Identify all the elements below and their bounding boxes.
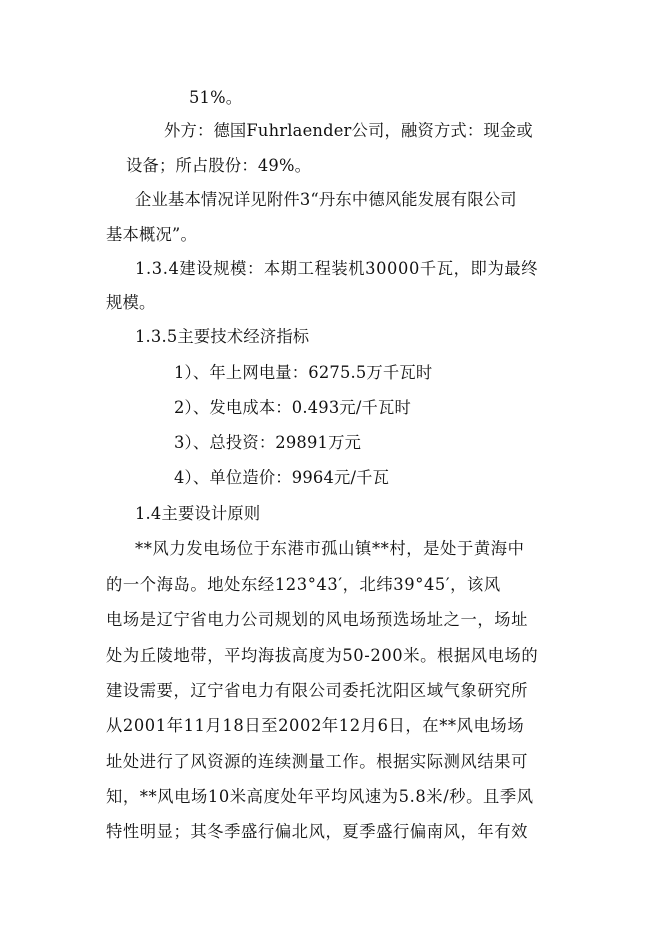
text-line-17: 处为丘陵地带，平均海拔高度为50-200米。根据风电场的 — [106, 646, 539, 665]
text-line-5: 基本概况”。 — [106, 225, 197, 244]
text-line-22: 特性明显；其冬季盛行偏北风，夏季盛行偏南风，年有效 — [106, 822, 529, 841]
text-line-20: 址处进行了风资源的连续测量工作。根据实际测风结果可 — [106, 752, 529, 771]
text-line-2: 外方：德国Fuhrlaender公司，融资方式：现金或 — [164, 121, 533, 140]
text-line-7: 规模。 — [106, 293, 156, 312]
text-line-10: 2）、发电成本：0.493元/千瓦时 — [174, 398, 412, 417]
text-line-1: 51%。 — [189, 88, 243, 107]
text-line-12: 4）、单位造价：9964元/千瓦 — [174, 468, 390, 487]
text-line-3: 设备；所占股份：49%。 — [126, 156, 312, 175]
text-line-4: 企业基本情况详见附件3“丹东中德风能发展有限公司 — [135, 190, 517, 209]
text-line-13: 1.4主要设计原则 — [135, 504, 261, 523]
text-line-11: 3）、总投资：29891万元 — [174, 433, 362, 452]
text-line-16: 电场是辽宁省电力公司规划的风电场预选场址之一，场址 — [106, 610, 529, 629]
text-line-18: 建设需要，辽宁省电力有限公司委托沈阳区域气象研究所 — [106, 681, 529, 700]
text-line-15: 的一个海岛。地处东经123°43′，北纬39°45′，该风 — [106, 575, 501, 594]
text-line-8: 1.3.5主要技术经济指标 — [135, 327, 310, 346]
text-line-21: 知，**风电场10米高度处年平均风速为5.8米/秒。且季风 — [106, 787, 534, 806]
text-line-14: **风力发电场位于东港市孤山镇**村，是处于黄海中 — [135, 539, 525, 558]
text-line-9: 1）、年上网电量：6275.5万千瓦时 — [174, 363, 433, 382]
text-line-19: 从2001年11月18日至2002年12月6日，在**风电场场 — [106, 716, 525, 735]
text-line-6: 1.3.4建设规模：本期工程装机30000千瓦，即为最终 — [135, 259, 539, 278]
